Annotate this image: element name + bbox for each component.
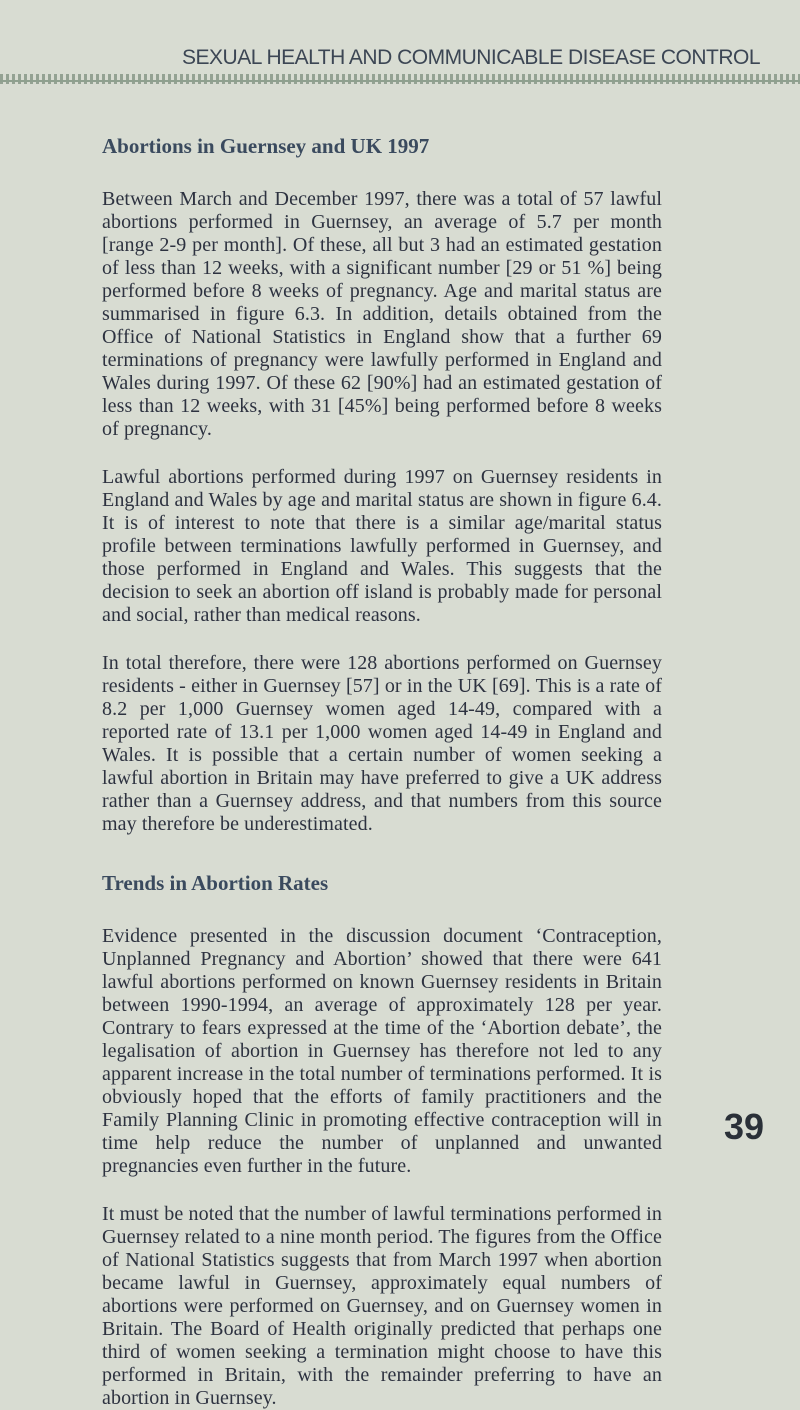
paragraph: It must be noted that the number of lawful terminations performed in Guernsey related to a nine month period. The figures from the Office of National Statistics suggests that from March 1997 when abortion became lawful in Guernsey, approximately equal numbers of abortions were performed on Guernsey, and on Guernsey women in Britain. The Board of Health originally predicted that perhaps one third of women seeking a termination might choose to have this performed in Britain, with the remainder preferring to have an abortion in Guernsey. [102,1203,662,1409]
paragraph: Lawful abortions performed during 1997 on Guernsey residents in England and Wales by age and marital status are shown in figure 6.4. It is of interest to note that there is a similar age/marital status profile between terminations lawfully performed in Guernsey, and those performed in England and Wales. This suggests that the decision to seek an abortion off island is probably made for personal and social, rather than medical reasons. [102,466,662,626]
running-header: SEXUAL HEALTH AND COMMUNICABLE DISEASE CONTROL [182,46,760,69]
header-rule [0,74,800,84]
page-number: 39 [723,1106,764,1147]
paragraph: Between March and December 1997, there was a total of 57 lawful abortions performed in Guernsey, an average of 5.7 per month [range 2-9 per month]. Of these, all but 3 had an estimated gestation of less than 12 weeks, with a significant number [29 or 51 %] being performed before 8 weeks of pregnancy. Age and marital status are summarised in figure 6.3. In addition, details obtained from the Office of National Statistics in England show that a further 69 terminations of pregnancy were lawfully performed in England and Wales during 1997. Of these 62 [90%] had an estimated gestation of less than 12 weeks, with 31 [45%] being performed before 8 weeks of pregnancy. [102,188,662,440]
paragraph: Evidence presented in the discussion document ‘Contraception, Unplanned Pregnancy and Abortion’ showed that there were 641 lawful abortions performed on known Guernsey residents in Britain between 1990-1994, an average of approximately 128 per year. Contrary to fears expressed at the time of the ‘Abortion debate’, the legalisation of abortion in Guernsey has therefore not led to any apparent increase in the total number of terminations performed. It is obviously hoped that the efforts of family practitioners and the Family Planning Clinic in promoting effective contraception will in time help reduce the number of unplanned and unwanted pregnancies even further in the future. [102,925,662,1177]
paragraph: In total therefore, there were 128 abortions performed on Guernsey residents - either in Guernsey [57] or in the UK [69]. This is a rate of 8.2 per 1,000 Guernsey women aged 14-49, compared with a reported rate of 13.1 per 1,000 women aged 14-49 in England and Wales. It is possible that a certain number of women seeking a lawful abortion in Britain may have preferred to give a UK address rather than a Guernsey address, and that numbers from this source may therefore be underestimated. [102,652,662,835]
section-heading-abortions: Abortions in Guernsey and UK 1997 [102,134,430,158]
section-heading-trends: Trends in Abortion Rates [102,871,329,895]
header-rule-line [0,80,800,82]
page-content [102,132,662,1410]
